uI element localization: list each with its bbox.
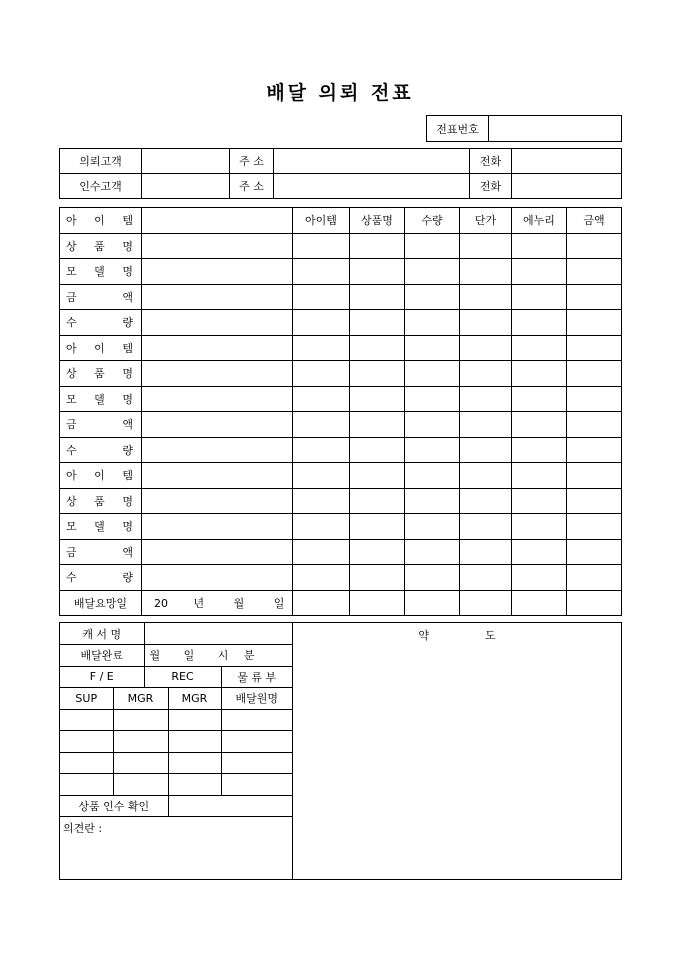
item-input[interactable] [142,539,293,565]
item-cell[interactable] [460,437,512,463]
customer-table [59,148,622,199]
item-cell[interactable] [405,590,460,616]
item-input[interactable] [142,386,293,412]
item-input[interactable] [142,412,293,438]
table-row [60,386,622,412]
item-cell[interactable] [512,514,567,540]
item-cell[interactable] [293,488,350,514]
item-row-label: 금 액 [60,539,142,565]
item-cell[interactable] [512,463,567,489]
item-cell[interactable] [512,361,567,387]
signature-cell[interactable] [60,774,113,796]
item-row-label: 모 델 명 [60,514,142,540]
item-input[interactable] [142,233,293,259]
rec-label: REC [144,666,221,688]
item-cell[interactable] [460,361,512,387]
item-cell[interactable] [460,259,512,285]
confirmation-table [60,623,292,871]
receiving-address-input[interactable] [274,174,470,199]
cashier-label: 캐 서 명 [60,623,144,645]
item-cell[interactable] [567,463,622,489]
item-row-label: 아 이 템 [60,208,142,234]
item-row-label: 아 이 템 [60,335,142,361]
logistics-label: 물 류 부 [221,666,292,688]
table-row [60,335,622,361]
request-customer-row [60,149,622,174]
item-row-label: 수 량 [60,310,142,336]
item-cell[interactable] [405,259,460,285]
item-cell[interactable] [350,539,405,565]
item-cell[interactable] [512,412,567,438]
signature-row [60,752,292,774]
request-customer-input[interactable] [142,149,230,174]
item-cell[interactable] [567,437,622,463]
item-input[interactable] [142,463,293,489]
signature-cell[interactable] [221,731,292,753]
request-address-input[interactable] [274,149,470,174]
item-cell[interactable] [567,233,622,259]
request-customer-label: 의뢰고객 [60,149,142,174]
table-row [60,233,622,259]
item-input[interactable] [142,310,293,336]
table-row [60,437,622,463]
item-cell[interactable] [405,233,460,259]
item-cell[interactable] [512,488,567,514]
table-row [60,310,622,336]
signature-cell[interactable] [60,709,113,731]
item-cell[interactable] [567,259,622,285]
item-row-label: 상 품 명 [60,361,142,387]
item-cell[interactable] [350,284,405,310]
item-cell[interactable] [405,488,460,514]
item-cell[interactable] [512,386,567,412]
item-cell[interactable] [512,437,567,463]
item-cell[interactable] [293,284,350,310]
item-cell[interactable] [350,233,405,259]
item-row-label: 모 델 명 [60,386,142,412]
slip-number-label: 전표번호 [427,116,489,142]
table-row [60,412,622,438]
item-cell[interactable] [350,386,405,412]
item-cell[interactable] [405,565,460,591]
item-cell[interactable] [460,284,512,310]
item-cell[interactable] [293,590,350,616]
item-cell[interactable] [460,590,512,616]
table-row [60,361,622,387]
item-cell[interactable] [350,437,405,463]
item-cell[interactable] [567,335,622,361]
item-cell[interactable] [293,259,350,285]
table-row [60,565,622,591]
item-input[interactable] [142,488,293,514]
item-cell[interactable] [350,335,405,361]
item-row-label: 상 품 명 [60,488,142,514]
item-cell[interactable] [460,488,512,514]
signature-header-row [60,688,292,710]
receipt-confirm-input[interactable] [168,795,292,817]
signature-cell[interactable] [113,731,168,753]
delivery-date-label: 배달요망일 [60,590,142,616]
phone-label: 전화 [470,149,512,174]
item-cell[interactable] [293,514,350,540]
minute-unit: 분 [243,649,255,663]
item-cell[interactable] [460,412,512,438]
receiving-phone-input[interactable] [512,174,622,199]
signature-row [60,709,292,731]
item-input[interactable] [142,514,293,540]
slip-number-input[interactable] [489,116,622,142]
item-cell[interactable] [567,514,622,540]
item-row-label: 수 량 [60,565,142,591]
department-row [60,666,292,688]
hour-unit: 시 [217,649,229,663]
month-unit: 월 [233,596,245,610]
item-cell[interactable] [405,284,460,310]
receiving-customer-row [60,174,622,199]
item-row-label: 수 량 [60,437,142,463]
item-cell[interactable] [512,539,567,565]
address-label: 주 소 [230,149,274,174]
mgr-label: MGR [113,688,168,710]
signature-cell[interactable] [113,774,168,796]
year-prefix: 20 [154,596,168,610]
column-header: 금액 [567,208,622,234]
item-cell[interactable] [293,386,350,412]
item-cell[interactable] [567,284,622,310]
item-cell[interactable] [567,412,622,438]
item-input[interactable] [142,565,293,591]
item-cell[interactable] [460,386,512,412]
item-input[interactable] [142,437,293,463]
signature-cell[interactable] [168,774,221,796]
item-cell[interactable] [350,259,405,285]
signature-cell[interactable] [168,709,221,731]
item-cell[interactable] [405,437,460,463]
item-cell[interactable] [567,386,622,412]
signature-cell[interactable] [113,752,168,774]
fe-label: F / E [60,666,144,688]
item-cell[interactable] [405,412,460,438]
item-cell[interactable] [512,259,567,285]
item-input[interactable] [142,208,293,234]
item-input[interactable] [142,259,293,285]
sup-label: SUP [60,688,113,710]
item-cell[interactable] [293,539,350,565]
item-cell[interactable] [350,565,405,591]
item-row-label: 상 품 명 [60,233,142,259]
item-cell[interactable] [293,412,350,438]
item-cell[interactable] [567,488,622,514]
opinion-row [60,817,292,871]
item-cell[interactable] [350,361,405,387]
table-row [60,539,622,565]
receipt-confirm-row [60,795,292,817]
item-cell[interactable] [293,361,350,387]
item-cell[interactable] [405,361,460,387]
item-cell[interactable] [350,590,405,616]
day-unit: 일 [273,596,285,610]
item-cell[interactable] [405,539,460,565]
column-header: 수량 [405,208,460,234]
signature-row [60,774,292,796]
signature-cell[interactable] [168,731,221,753]
column-header: 단가 [460,208,512,234]
sketch-title-part: 약 [418,629,429,642]
table-row [60,284,622,310]
item-header-row [60,208,622,234]
signature-cell[interactable] [168,752,221,774]
signature-cell[interactable] [221,709,292,731]
receiving-customer-input[interactable] [142,174,230,199]
item-cell[interactable] [350,488,405,514]
signature-cell[interactable] [60,731,113,753]
signature-cell[interactable] [221,752,292,774]
item-cell[interactable] [405,335,460,361]
table-row [60,463,622,489]
item-cell[interactable] [350,412,405,438]
item-cell[interactable] [512,335,567,361]
delivery-done-row [60,645,292,667]
sketch-panel[interactable] [293,623,622,880]
item-cell[interactable] [293,565,350,591]
receipt-confirm-label: 상품 인수 확인 [60,795,168,817]
sketch-title [293,623,621,643]
address-label: 주 소 [230,174,274,199]
item-row-label: 모 델 명 [60,259,142,285]
month-unit: 월 [149,649,161,663]
opinion-field[interactable] [60,817,292,871]
delivery-done-field[interactable] [144,645,292,667]
item-cell[interactable] [567,539,622,565]
item-table [59,207,622,616]
cashier-input[interactable] [144,623,292,645]
day-unit: 일 [183,649,195,663]
left-panel [60,623,293,880]
item-cell[interactable] [405,514,460,540]
table-row [60,514,622,540]
signature-row [60,731,292,753]
item-cell[interactable] [460,514,512,540]
item-input[interactable] [142,361,293,387]
item-cell[interactable] [460,335,512,361]
column-header: 상품명 [350,208,405,234]
item-row-label: 금 액 [60,412,142,438]
item-cell[interactable] [567,310,622,336]
delivery-done-label: 배달완료 [60,645,144,667]
column-header: 에누리 [512,208,567,234]
item-cell[interactable] [567,590,622,616]
sketch-title-part: 도 [485,629,496,642]
item-cell[interactable] [512,565,567,591]
column-header: 아이템 [293,208,350,234]
item-cell[interactable] [405,386,460,412]
signature-cell[interactable] [113,709,168,731]
year-unit: 년 [193,596,205,610]
delivery-date-row [60,590,622,616]
item-cell[interactable] [405,310,460,336]
item-input[interactable] [142,284,293,310]
item-cell[interactable] [512,310,567,336]
item-cell[interactable] [460,539,512,565]
item-row-label: 금 액 [60,284,142,310]
item-cell[interactable] [512,590,567,616]
item-cell[interactable] [567,361,622,387]
item-cell[interactable] [460,463,512,489]
signature-cell[interactable] [221,774,292,796]
item-cell[interactable] [567,565,622,591]
phone-label: 전화 [470,174,512,199]
item-cell[interactable] [460,233,512,259]
delivery-person-label: 배달원명 [221,688,292,710]
item-cell[interactable] [405,463,460,489]
item-cell[interactable] [350,310,405,336]
item-cell[interactable] [512,284,567,310]
slip-number-table [426,115,622,142]
table-row [60,488,622,514]
item-cell[interactable] [350,514,405,540]
item-cell[interactable] [460,310,512,336]
page-title: 배달 의뢰 전표 [266,82,414,104]
item-cell[interactable] [350,463,405,489]
opinion-label: 의견란 : [63,822,103,835]
item-cell[interactable] [460,565,512,591]
cashier-row [60,623,292,645]
item-input[interactable] [142,335,293,361]
bottom-section [59,622,622,880]
item-cell[interactable] [293,310,350,336]
item-cell[interactable] [512,233,567,259]
item-cell[interactable] [293,463,350,489]
receiving-customer-label: 인수고객 [60,174,142,199]
item-cell[interactable] [293,335,350,361]
item-cell[interactable] [293,437,350,463]
request-phone-input[interactable] [512,149,622,174]
delivery-date-field[interactable] [142,590,293,616]
signature-cell[interactable] [60,752,113,774]
mgr-label: MGR [168,688,221,710]
item-row-label: 아 이 템 [60,463,142,489]
table-row [60,259,622,285]
item-cell[interactable] [293,233,350,259]
